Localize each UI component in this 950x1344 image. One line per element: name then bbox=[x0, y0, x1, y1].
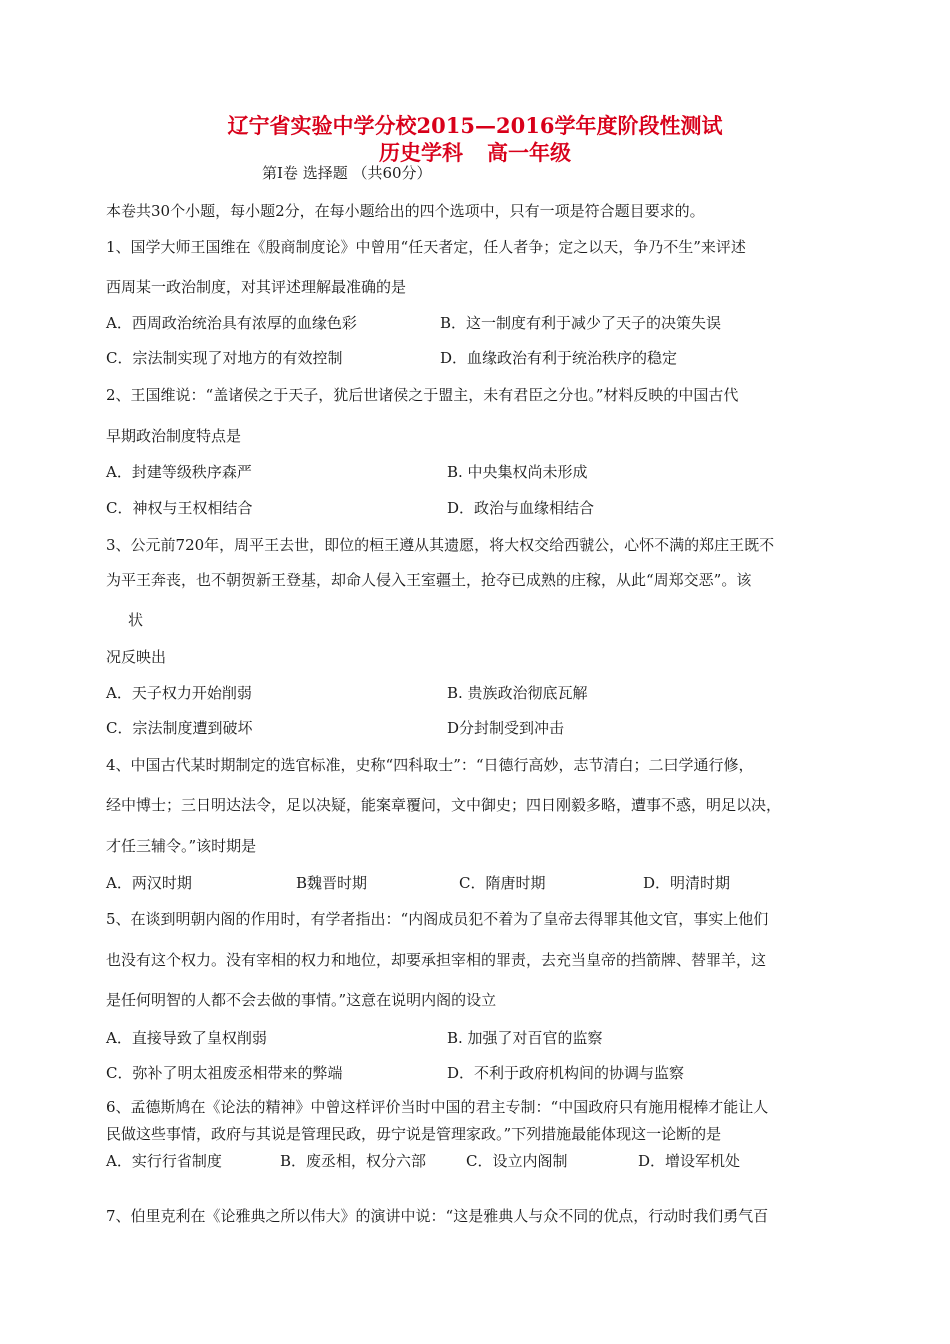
question-2-line-1: 2、王国维说：“盖诸侯之于天子，犹后世诸侯之于盟主，未有君臣之分也。”材料反映的中国古代 bbox=[106, 386, 739, 404]
question-5-line-2: 也没有这个权力。没有宰相的权力和地位，却要承担宰相的罪责，去充当皇帝的挡箭牌、替罪羊，这 bbox=[106, 951, 767, 969]
question-1-line-2: 西周某一政治制度，对其评述理解最准确的是 bbox=[106, 278, 407, 296]
question-5-line-1: 5、在谈到明朝内阁的作用时，有学者指出：“内阁成员犯不着为了皇帝去得罪其他文官，事实上他们 bbox=[106, 910, 769, 928]
question-6-option-b: B．废丞相，权分六部 bbox=[280, 1152, 427, 1170]
grade-label: 高一年级 bbox=[487, 140, 571, 165]
question-4-option-d: D．明清时期 bbox=[643, 874, 731, 892]
question-6-option-c: C．设立内阁制 bbox=[466, 1152, 568, 1170]
question-4-line-1: 4、中国古代某时期制定的选官标准，史称“四科取士”：“日德行高妙，志节清白；二曰学通行修， bbox=[106, 756, 754, 774]
question-6-option-d: D．增设军机处 bbox=[638, 1152, 741, 1170]
question-6-line-1: 6、孟德斯鸠在《论法的精神》中曾这样评价当时中国的君主专制：“中国政府只有施用棍棒才能让人 bbox=[106, 1098, 769, 1116]
question-1-option-a: A．西周政治统治具有浓厚的血缘色彩 bbox=[106, 314, 357, 332]
question-6-line-2: 民做这些事情，政府与其说是管理民政，毋宁说是管理家政。”下列措施最能体现这一论断的是 bbox=[106, 1125, 722, 1143]
question-3-line-2: 为平王奔丧，也不朝贺新王登基，却命人侵入王室疆土，抢夺已成熟的庄稼，从此“周郑交恶”。该 bbox=[106, 571, 752, 589]
question-1-line-1: 1、国学大师王国维在《殷商制度论》中曾用“任天者定，任人者争；定之以天，争乃不生”来评述 bbox=[106, 238, 746, 256]
question-3-line-3: 状 bbox=[128, 611, 144, 629]
question-6-option-a: A．实行行省制度 bbox=[106, 1152, 222, 1170]
question-5-option-a: A．直接导致了皇权削弱 bbox=[106, 1029, 267, 1047]
question-3-option-a: A．天子权力开始削弱 bbox=[106, 684, 252, 702]
question-7-line-1: 7、伯里克利在《论雅典之所以伟大》的演讲中说：“这是雅典人与众不同的优点，行动时我们勇气百 bbox=[106, 1207, 769, 1225]
question-1-option-d: D．血缘政治有利于统治秩序的稳定 bbox=[440, 349, 678, 367]
question-5-option-b: B. 加强了对百官的监察 bbox=[447, 1029, 603, 1047]
question-1-option-b: B．这一制度有利于减少了天子的决策失误 bbox=[440, 314, 722, 332]
question-1-option-c: C．宗法制实现了对地方的有效控制 bbox=[106, 349, 343, 367]
section-heading: 第Ⅰ卷 选择题 （共60分） bbox=[262, 164, 432, 182]
question-3-option-b: B. 贵族政治彻底瓦解 bbox=[447, 684, 588, 702]
question-4-option-a: A．两汉时期 bbox=[106, 874, 192, 892]
instructions: 本卷共30个小题，每小题2分，在每小题给出的四个选项中，只有一项是符合题目要求的。 bbox=[106, 202, 705, 220]
question-2-option-b: B. 中央集权尚未形成 bbox=[447, 463, 588, 481]
question-3-line-4: 况反映出 bbox=[106, 648, 167, 666]
question-5-option-d: D．不利于政府机构间的协调与监察 bbox=[447, 1064, 685, 1082]
question-2-option-d: D．政治与血缘相结合 bbox=[447, 499, 595, 517]
exam-subtitle bbox=[0, 139, 950, 167]
exam-title: 辽宁省实验中学分校2015—2016学年度阶段性测试 bbox=[227, 113, 723, 138]
question-4-option-b: B魏晋时期 bbox=[296, 874, 368, 892]
question-3-option-c: C．宗法制度遭到破坏 bbox=[106, 719, 253, 737]
question-5-line-3: 是任何明智的人都不会去做的事情。”这意在说明内阁的设立 bbox=[106, 991, 497, 1009]
subject-label: 历史学科 bbox=[379, 140, 463, 165]
question-4-line-3: 才任三辅令。”该时期是 bbox=[106, 837, 257, 855]
question-3-line-1: 3、公元前720年，周平王去世，即位的桓王遵从其遗愿，将大权交给西虢公，心怀不满的郑庄王既不 bbox=[106, 536, 775, 554]
question-3-option-d: D分封制受到冲击 bbox=[447, 719, 565, 737]
question-2-option-c: C．神权与王权相结合 bbox=[106, 499, 253, 517]
question-2-option-a: A．封建等级秩序森严 bbox=[106, 463, 252, 481]
question-5-option-c: C．弥补了明太祖废丞相带来的弊端 bbox=[106, 1064, 343, 1082]
question-2-line-2: 早期政治制度特点是 bbox=[106, 427, 242, 445]
question-4-option-c: C．隋唐时期 bbox=[459, 874, 546, 892]
question-4-line-2: 经中博士；三日明达法令，足以决疑，能案章覆问，文中御史；四日刚毅多略，遭事不惑，明足以决， bbox=[106, 796, 782, 814]
